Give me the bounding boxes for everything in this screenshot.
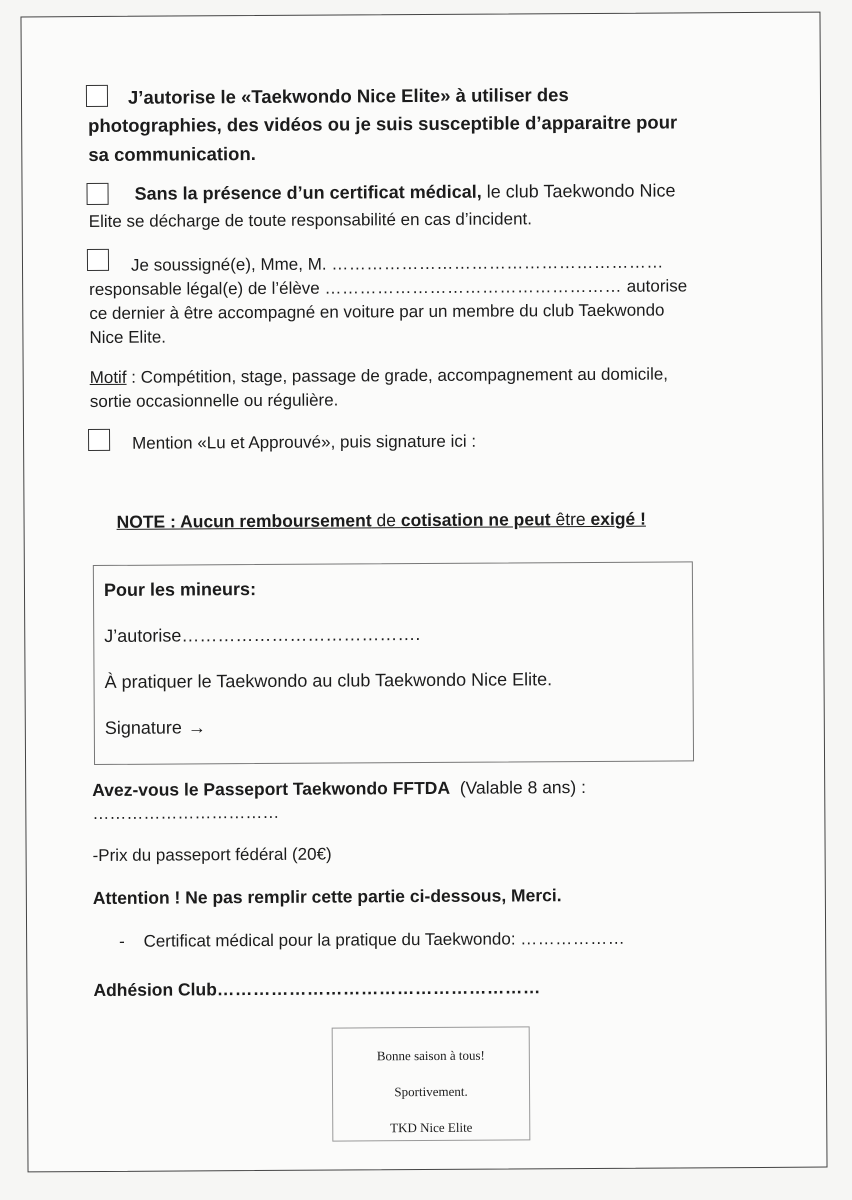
refund-note-part-a: NOTE : Aucun remboursement [116,510,372,532]
certificate-text: Certificat médical pour la pratique du Taekwondo: [143,929,516,951]
minors-practice-text: À pratiquer le Taekwondo au club Taekwondo Nice Elite. [104,669,553,692]
membership-line [93,976,541,1001]
photo-consent-line3: sa communication. [88,143,256,166]
closing-line2: Sportivement. [394,1083,468,1100]
motif-label: Motif [89,367,127,388]
transport-line1 [131,252,664,277]
transport-line2 [89,275,687,301]
closing-line1: Bonne saison à tous! [376,1047,485,1064]
medical-disclaimer-bold: Sans la présence d’un certificat médical, [134,181,482,204]
refund-note-part-d: être [550,508,591,530]
passport-price: -Prix du passeport fédéral (20€) [92,844,332,866]
refund-note [116,508,645,533]
passport-question [92,776,586,801]
transport-line3: ce dernier à être accompagné en voiture par un membre du club Taekwondo [89,300,665,324]
membership-field[interactable]: ……………………………………………… [216,977,541,1000]
medical-disclaimer-line1 [134,179,675,204]
photo-consent-line2: photographies, des vidéos ou je suis susceptible d’apparaitre pour [88,111,678,137]
guardian-name-label: Je soussigné(e), Mme, M. [130,254,327,275]
photo-consent-line1: J’autorise le «Taekwondo Nice Elite» à utiliser des [127,84,569,108]
transport-line4: Nice Elite. [89,327,167,348]
arrow-right-icon: → [187,717,206,738]
motif-line2: sortie occasionnelle ou régulière. [89,390,339,412]
minors-title: Pour les mineurs: [103,579,257,600]
authorize-word: autorise [626,276,688,296]
closing-message-box [332,1026,531,1141]
minors-authorization-box [93,561,694,765]
medical-disclaimer-checkbox[interactable] [86,183,108,205]
approval-mention: Mention «Lu et Approuvé», puis signature ici : [132,431,477,453]
certificate-bullet: - [119,931,125,951]
motif-line1 [90,364,668,390]
passport-answer-field[interactable]: …………………………… [92,802,280,824]
refund-note-part-c: cotisation ne peut [400,509,551,531]
signature-approval-checkbox[interactable] [88,429,110,451]
student-name-label: responsable légal(e) de l’élève [89,278,320,300]
certificate-field[interactable]: ……………… [520,928,626,949]
passport-validity: (Valable 8 ans) : [459,777,586,798]
guardian-name-field[interactable]: ………………………………………………… [331,252,664,274]
minors-signature-line[interactable] [105,715,206,740]
student-name-field[interactable]: …………………………………………… [324,276,623,298]
membership-label: Adhésion Club [93,979,217,1001]
refund-note-part-b: de [371,510,401,531]
transport-authorization-checkbox[interactable] [87,249,109,271]
closing-line3: TKD Nice Elite [390,1119,473,1136]
passport-question-text: Avez-vous le Passeport Taekwondo FFTDA [92,777,451,801]
photo-consent-checkbox[interactable] [86,85,108,107]
form-page [20,12,827,1173]
minors-authorize-field[interactable]: J’autorise…………………………………. [104,624,421,646]
medical-disclaimer-rest: le club Taekwondo Nice [481,180,676,202]
certificate-line [119,928,625,953]
minors-signature-label: Signature [104,717,182,738]
office-use-warning: Attention ! Ne pas remplir cette partie ci-dessous, Merci. [92,885,562,909]
medical-disclaimer-line2: Elite se décharge de toute responsabilité en cas d’incident. [88,209,533,232]
motif-text: : Compétition, stage, passage de grade, accompagnement au domicile, [126,364,669,387]
refund-note-part-e: exigé ! [590,508,646,529]
